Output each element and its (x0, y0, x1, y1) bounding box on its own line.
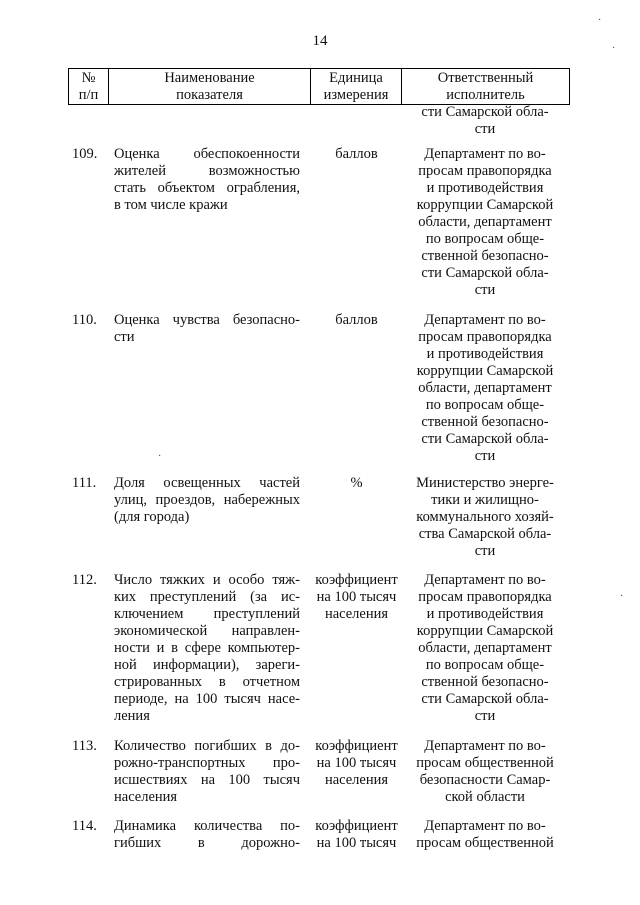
unit-line: баллов (335, 146, 378, 162)
responsible-line: сти Самарской обла- (421, 431, 549, 447)
name-line: Оценка чувства безопасно- (114, 312, 300, 328)
indicator-name (114, 146, 300, 214)
row-number: 114. (72, 818, 97, 834)
responsible-line: просам общественной (416, 835, 554, 851)
responsible-line: Департамент по во- (424, 818, 546, 834)
name-line: в том числе кражи (114, 197, 228, 213)
responsible-line: ской области (445, 789, 525, 805)
unit-of-measure (310, 572, 403, 623)
unit-line: на 100 тысяч (316, 589, 397, 605)
responsible-line: Департамент по во- (424, 312, 546, 328)
header-indicator-name (109, 69, 311, 104)
responsible-line: коррупции Самарской (416, 623, 554, 639)
name-line: ления (114, 708, 150, 724)
name-line: населения (114, 789, 178, 805)
responsible-line: Департамент по во- (424, 572, 546, 588)
indicator-name (114, 818, 300, 852)
indicator-name (114, 475, 300, 526)
row-number: 112. (72, 572, 97, 588)
header-name-line: показателя (176, 87, 243, 103)
responsible-executor (400, 738, 570, 806)
header-unit (311, 69, 402, 104)
responsible-line: по вопросам обще- (425, 231, 545, 247)
responsible-line: по вопросам обще- (425, 657, 545, 673)
unit-line: населения (324, 606, 389, 622)
name-line: стрированных в отчетном (114, 674, 300, 690)
responsible-line: Министерство энерге- (416, 475, 554, 491)
header-responsible-line: исполнитель (446, 87, 525, 103)
responsible-line: просам правопорядка (418, 329, 552, 345)
unit-line: на 100 тысяч (316, 835, 397, 851)
scan-speck: · (620, 591, 624, 602)
scan-speck: · (612, 43, 616, 54)
continuation-line: сти (474, 121, 496, 137)
unit-of-measure (310, 738, 403, 789)
name-line: жителей возможностью (114, 163, 300, 179)
name-line: улиц, проездов, набережных (114, 492, 300, 508)
row-number: 110. (72, 312, 97, 328)
page-number: 14 (312, 33, 328, 49)
responsible-line: сти (474, 448, 496, 464)
name-line: Доля освещенных частей (114, 475, 300, 491)
responsible-line: и противодействия (426, 606, 544, 622)
name-line: (для города) (114, 509, 190, 525)
responsible-line: безопасности Самар- (419, 772, 551, 788)
header-unit-line: Единица (329, 70, 383, 86)
responsible-line: сти (474, 708, 496, 724)
responsible-line: тики и жилищно- (431, 492, 539, 508)
responsible-line: по вопросам обще- (425, 397, 545, 413)
scan-speck: · (598, 15, 602, 26)
unit-line: коэффициент (315, 738, 398, 754)
row-number: 111. (72, 475, 97, 491)
indicator-name (114, 312, 300, 346)
row-number: 109. (72, 146, 98, 162)
unit-of-measure (310, 312, 403, 329)
unit-line: на 100 тысяч (316, 755, 397, 771)
responsible-executor (400, 572, 570, 725)
responsible-executor (400, 475, 570, 560)
responsible-line: коррупции Самарской (416, 197, 554, 213)
name-line: периоде, на 100 тысяч насе- (114, 691, 300, 707)
responsible-line: и противодействия (426, 346, 544, 362)
header-name-line: Наименование (164, 70, 255, 86)
responsible-line: просам правопорядка (418, 163, 552, 179)
unit-of-measure (310, 818, 403, 852)
indicator-name (114, 572, 300, 725)
table-header (68, 68, 570, 105)
unit-line: баллов (335, 312, 378, 328)
continuation-text (400, 104, 570, 138)
unit-line: населения (324, 772, 389, 788)
responsible-line: просам правопорядка (418, 589, 552, 605)
name-line: Динамика количества по- (114, 818, 300, 834)
name-line: Оценка обеспокоенности (114, 146, 300, 162)
responsible-line: Департамент по во- (424, 146, 546, 162)
unit-line: % (350, 475, 363, 491)
unit-of-measure (310, 475, 403, 492)
responsible-line: ства Самарской обла- (418, 526, 552, 542)
unit-line: коэффициент (315, 572, 398, 588)
responsible-line: сти (474, 282, 496, 298)
name-line: ключением преступлений (114, 606, 300, 622)
header-responsible-line: Ответственный (437, 70, 534, 86)
responsible-line: ственной безопасно- (421, 674, 549, 690)
name-line: сти (114, 329, 135, 345)
name-line: ности и в сфере компьютер- (114, 640, 300, 656)
name-line: Количество погибших в до- (114, 738, 300, 754)
scan-speck: · (158, 451, 162, 462)
responsible-line: области, департамент (418, 214, 552, 230)
responsible-line: ственной безопасно- (421, 414, 549, 430)
responsible-executor (400, 146, 570, 299)
name-line: гибших в дорожно- (114, 835, 300, 851)
header-number-line: п/п (78, 87, 99, 103)
name-line: ной информации), зареги- (114, 657, 300, 673)
header-responsible (402, 69, 569, 104)
name-line: исшествиях на 100 тысяч (114, 772, 300, 788)
row-number: 113. (72, 738, 97, 754)
name-line: рожно-транспортных про- (114, 755, 300, 771)
responsible-line: сти (474, 543, 496, 559)
name-line: стать объектом ограбления, (114, 180, 300, 196)
unit-line: коэффициент (315, 818, 398, 834)
header-unit-line: измерения (323, 87, 389, 103)
responsible-line: сти Самарской обла- (421, 265, 549, 281)
header-number-line: № (81, 70, 96, 86)
responsible-executor (400, 312, 570, 465)
responsible-line: области, департамент (418, 640, 552, 656)
name-line: экономической направлен- (114, 623, 300, 639)
responsible-line: Департамент по во- (424, 738, 546, 754)
name-line: ких преступлений (за ис- (114, 589, 300, 605)
indicator-name (114, 738, 300, 806)
unit-of-measure (310, 146, 403, 163)
responsible-line: сти Самарской обла- (421, 691, 549, 707)
responsible-line: области, департамент (418, 380, 552, 396)
header-number (69, 69, 109, 104)
responsible-line: коммунального хозяй- (416, 509, 554, 525)
responsible-line: и противодействия (426, 180, 544, 196)
responsible-line: просам общественной (416, 755, 554, 771)
responsible-line: ственной безопасно- (421, 248, 549, 264)
responsible-executor (400, 818, 570, 852)
name-line: Число тяжких и особо тяж- (114, 572, 300, 588)
responsible-line: коррупции Самарской (416, 363, 554, 379)
continuation-line: сти Самарской обла- (421, 104, 549, 120)
